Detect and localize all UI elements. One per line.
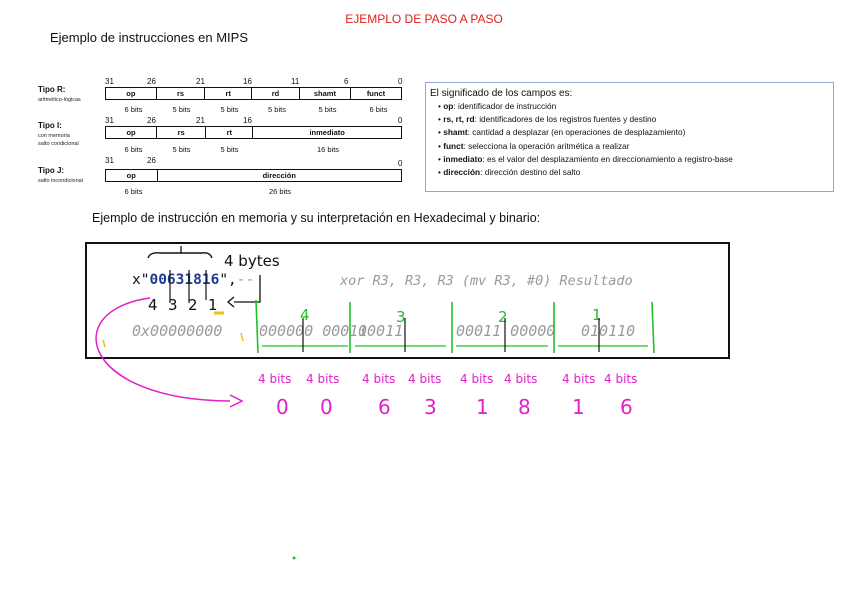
bit-label: 0 <box>398 77 403 86</box>
field-meaning-heading: El significado de los campos es: <box>430 88 573 99</box>
nibble-label: 4 bits <box>408 372 442 386</box>
stray-dot <box>293 557 296 560</box>
section-subtitle: Ejemplo de instrucciones en MIPS <box>50 30 248 45</box>
field-shamt: shamt <box>299 88 350 100</box>
field-op: op <box>106 127 157 139</box>
width-label: 16 bits <box>316 145 340 154</box>
meaning-item: • op: identificador de instrucción <box>438 101 557 111</box>
meaning-item: • shamt: cantidad a desplazar (en operaciones de desplazamiento) <box>438 127 686 137</box>
order-arrow <box>234 275 260 302</box>
yellow-mark <box>103 340 105 347</box>
yellow-mark <box>241 333 243 341</box>
bit-label: 26 <box>147 116 156 125</box>
field-rt: rt <box>206 127 253 139</box>
bytes-note: 4 bytes <box>224 252 280 270</box>
meaning-item: • dirección: dirección destino del salto <box>438 167 581 177</box>
example-caption: Ejemplo de instrucción en memoria y su interpretación en Hexadecimal y binario: <box>92 211 541 225</box>
width-label: 6 bits <box>124 145 143 154</box>
bit-label: 6 <box>344 77 349 86</box>
arrow-head <box>228 297 234 307</box>
binary-group: 00011 <box>358 322 404 340</box>
binary-group: 000000 00011 <box>259 322 368 340</box>
width-label: 6 bits <box>124 105 143 114</box>
bit-label: 31 <box>105 156 114 165</box>
type-i-desc: salto condicional <box>38 141 79 147</box>
width-label: 5 bits <box>172 105 191 114</box>
bit-label: 16 <box>243 116 252 125</box>
bit-label: 0 <box>398 116 403 125</box>
width-label: 26 bits <box>268 187 292 196</box>
bit-label: 21 <box>196 116 205 125</box>
hex-digits-handwritten <box>276 395 633 419</box>
hex-instruction: x"00631816",-- <box>132 272 255 288</box>
hex-digit: 1 <box>572 395 585 419</box>
bit-label: 0 <box>398 159 403 168</box>
green-number: 4 <box>300 306 310 324</box>
bit-label: 31 <box>105 116 114 125</box>
hex-value: 00631816 <box>149 272 220 288</box>
green-number: 3 <box>396 308 406 326</box>
nibble-label: 4 bits <box>604 372 638 386</box>
hex-digit: 6 <box>620 395 633 419</box>
field-rs: rs <box>157 127 206 139</box>
hex-digit: 1 <box>476 395 489 419</box>
field-rd: rd <box>252 88 300 100</box>
width-label: 5 bits <box>220 145 239 154</box>
hex-digit: 3 <box>424 395 437 419</box>
binary-group: 010110 <box>581 322 636 340</box>
meaning-item: • rs, rt, rd: identificadores de los registros fuentes y destino <box>438 114 657 124</box>
width-label: 6 bits <box>369 105 388 114</box>
page-title: EJEMPLO DE PASO A PASO <box>345 12 503 26</box>
width-label: 5 bits <box>268 105 286 114</box>
type-i-name: Tipo I: <box>38 121 62 130</box>
type-i-desc: con memoria <box>38 133 70 139</box>
field-op: op <box>106 170 158 182</box>
width-label: 5 bits <box>172 145 191 154</box>
field-funct: funct <box>350 88 401 100</box>
green-number: 2 <box>498 308 508 326</box>
field-direccion: dirección <box>157 170 402 182</box>
hex-digit: 6 <box>378 395 391 419</box>
nibble-label: 4 bits <box>258 372 292 386</box>
meaning-item: • funct: selecciona la operación aritmética a realizar <box>438 141 630 151</box>
hex-digit: 8 <box>518 395 531 419</box>
hex-digit: 0 <box>276 395 289 419</box>
bit-label: 16 <box>243 77 252 86</box>
byte-order-number: 3 <box>168 296 178 314</box>
byte-order-number: 2 <box>188 296 198 314</box>
green-number: 1 <box>592 306 602 324</box>
nibble-label: 4 bits <box>362 372 396 386</box>
width-label: 5 bits <box>220 105 239 114</box>
bit-label: 11 <box>291 77 300 86</box>
field-inmediato: inmediato <box>253 127 402 139</box>
nibble-label: 4 bits <box>306 372 340 386</box>
hex-digit: 0 <box>320 395 333 419</box>
magenta-arrow-head <box>230 395 242 407</box>
field-rs: rs <box>156 88 205 100</box>
nibble-label: 4 bits <box>562 372 596 386</box>
nibble-label: 4 bits <box>504 372 538 386</box>
instruction-comment: xor R3, R3, R3 (mv R3, #0) Resultado <box>340 273 633 289</box>
memory-address: 0x00000000 <box>132 322 223 340</box>
type-r-desc: aritmético-lógicas <box>38 97 81 103</box>
bit-label: 31 <box>105 77 114 86</box>
type-j-desc: salto incondicional <box>38 178 83 184</box>
width-label: 6 bits <box>124 187 143 196</box>
byte-order-number: 4 <box>148 296 158 314</box>
field-op: op <box>106 88 157 100</box>
binary-group: 00011 00000 <box>456 322 556 340</box>
bit-label: 26 <box>147 156 156 165</box>
bit-label: 26 <box>147 77 156 86</box>
bit-label: 21 <box>196 77 205 86</box>
width-label: 5 bits <box>318 105 337 114</box>
nibble-label: 4 bits <box>460 372 494 386</box>
meaning-item: • inmediato: es el valor del desplazamiento en direccionamiento a registro-base <box>438 154 733 164</box>
byte-order-number: 1 <box>208 296 218 314</box>
type-r-name: Tipo R: <box>38 85 66 94</box>
nibble-labels <box>258 372 637 386</box>
type-j-name: Tipo J: <box>38 166 65 175</box>
field-rt: rt <box>205 88 252 100</box>
bytes-bracket <box>148 253 212 258</box>
